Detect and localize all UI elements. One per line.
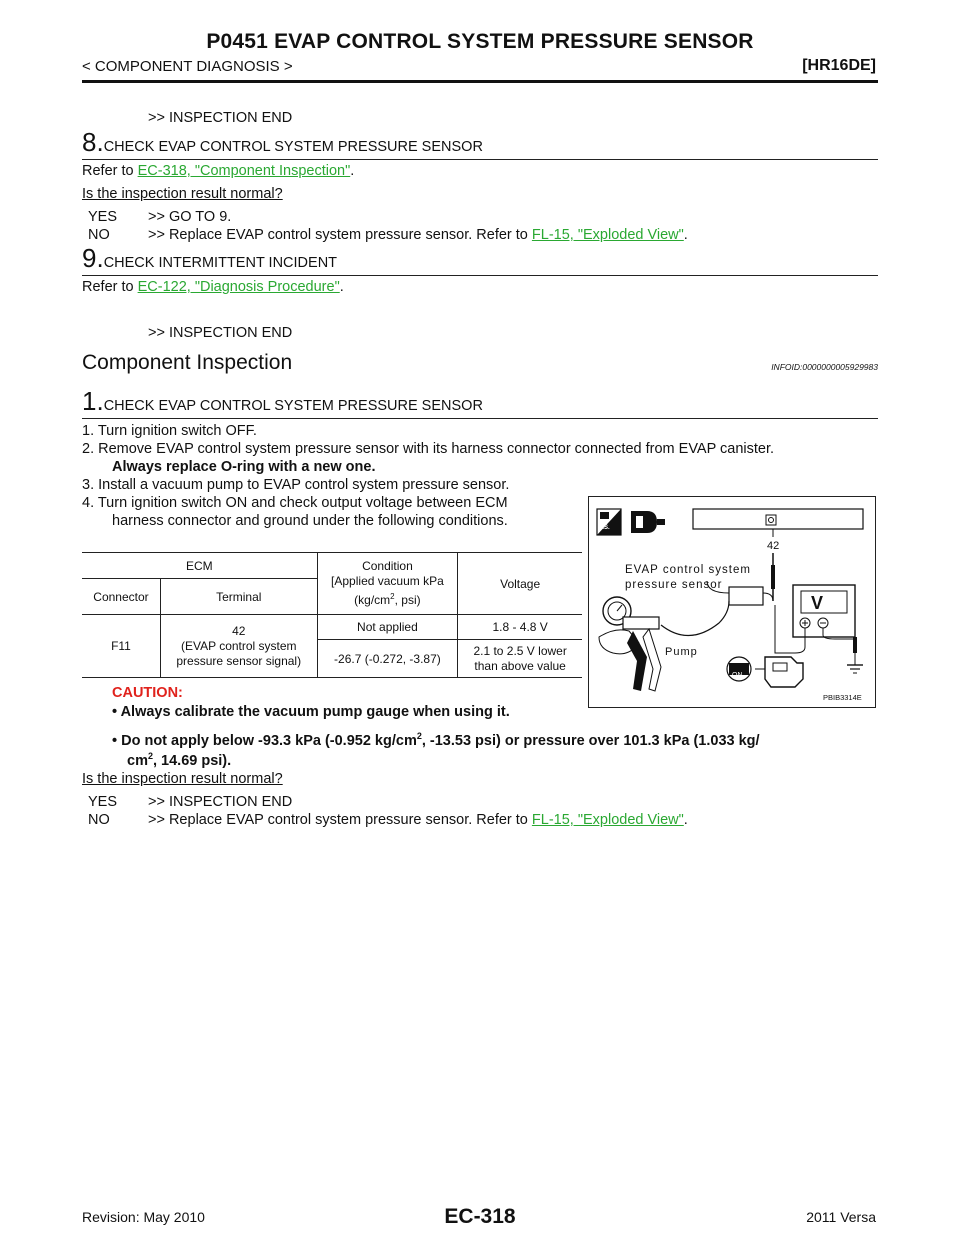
header-condition	[317, 553, 458, 615]
step-1-heading	[82, 386, 483, 417]
result-no-label: NO	[88, 812, 110, 828]
header-voltage: Voltage	[458, 553, 582, 615]
refer-suffix: .	[350, 163, 355, 179]
terminal-label: 42	[767, 540, 780, 552]
terminal-desc-2: pressure sensor signal)	[176, 653, 302, 668]
step-1-rule	[82, 418, 878, 419]
step-8-heading	[82, 127, 483, 158]
voltage-line1: 2.1 to 2.5 V lower	[473, 643, 567, 658]
link-ec-122[interactable]: EC-122, "Diagnosis Procedure"	[137, 279, 340, 295]
header-terminal: Terminal	[160, 579, 317, 615]
step-8-number: 8.	[82, 127, 104, 157]
no-text: >> Replace EVAP control system pressure sensor. Refer to	[148, 227, 532, 243]
step-8-yes-text: >> GO TO 9.	[148, 209, 232, 225]
sensor-label	[625, 563, 751, 593]
hs-label: H.S.	[598, 525, 610, 531]
page-number: EC-318	[444, 1205, 516, 1228]
engine-icon	[755, 657, 803, 687]
step-9-heading	[82, 243, 337, 274]
list-item: 3. Install a vacuum pump to EVAP control system pressure sensor.	[82, 477, 510, 493]
link-fl-15-result[interactable]: FL-15, "Exploded View"	[531, 812, 684, 828]
page-title: P0451 EVAP CONTROL SYSTEM PRESSURE SENSOR	[206, 30, 754, 53]
step-8-no-label: NO	[88, 227, 110, 243]
refer-suffix: .	[339, 279, 344, 295]
step-8-question: Is the inspection result normal?	[82, 186, 283, 202]
list-item-note: Always replace O-ring with a new one.	[112, 459, 376, 475]
list-item: 1. Turn ignition switch OFF.	[82, 423, 257, 439]
switch-label: ON	[732, 672, 743, 679]
header-connector: Connector	[82, 579, 160, 615]
result-question: Is the inspection result normal?	[82, 771, 283, 787]
pump-label: Pump	[665, 646, 698, 658]
list-item: 4. Turn ignition switch ON and check output voltage between ECM	[82, 495, 508, 511]
condition-line1: Condition	[362, 559, 413, 573]
cell-connector: F11	[82, 615, 160, 678]
terminal-desc-1: (EVAP control system	[180, 638, 297, 653]
connector-icon	[631, 511, 665, 533]
inspection-figure	[588, 496, 876, 708]
caution-bullet-2	[112, 728, 878, 750]
bullet-2-part-b: , -13.53 psi) or pressure over 101.3 kPa (1.033 kg/	[421, 732, 760, 749]
cell-condition: -26.7 (-0.272, -3.87)	[317, 640, 458, 678]
bullet-2-part-c: cm	[127, 752, 148, 769]
meter-letter: V	[811, 593, 824, 613]
step-8-yes-label: YES	[88, 209, 118, 225]
result-yes-text: >> INSPECTION END	[148, 794, 293, 810]
list-item: 2. Remove EVAP control system pressure sensor with its harness connector connected from EVAP canister.	[82, 441, 775, 457]
result-no-text	[148, 812, 688, 829]
ecm-connector	[693, 509, 863, 537]
result-yes-label: YES	[88, 794, 118, 810]
step-9-title: CHECK INTERMITTENT INCIDENT	[103, 255, 338, 271]
cell-voltage	[458, 640, 582, 678]
step-8-no-text	[148, 227, 688, 244]
vacuum-pump-icon	[599, 597, 661, 691]
bullet-2-part-d: , 14.69 psi).	[152, 752, 232, 769]
bullet-2-sup-2: 2	[147, 751, 153, 761]
step-8-rule	[82, 159, 878, 160]
condition-unit-end: , psi)	[394, 593, 421, 607]
link-fl-15[interactable]: FL-15, "Exploded View"	[531, 227, 684, 243]
spec-table	[82, 552, 582, 678]
refer-prefix: Refer to	[82, 163, 138, 179]
sensor-label-2: pressure sensor	[625, 579, 723, 591]
step-9-number: 9.	[82, 243, 104, 273]
condition-line3	[321, 589, 455, 608]
cell-terminal	[160, 615, 317, 678]
header-ecm: ECM	[82, 553, 317, 579]
info-id: INFOID:0000000005929983	[771, 362, 878, 372]
caution-label: CAUTION:	[112, 685, 183, 701]
voltage-line2: than above value	[474, 658, 566, 673]
ground-icon	[847, 637, 863, 673]
section-title: Component Inspection	[82, 351, 293, 374]
bullet-2-sup: 2	[416, 731, 422, 741]
footer-model: 2011 Versa	[806, 1209, 876, 1225]
no-suffix: .	[683, 227, 688, 243]
engine-code: [HR16DE]	[802, 57, 876, 74]
header-rule	[82, 80, 878, 83]
no-text: >> Replace EVAP control system pressure sensor. Refer to	[148, 812, 532, 828]
link-ec-318[interactable]: EC-318, "Component Inspection"	[137, 163, 351, 179]
condition-sup: 2	[390, 592, 395, 601]
step-1-number: 1.	[82, 386, 104, 416]
sensor-label-1: EVAP control system	[625, 564, 751, 576]
step-8-title: CHECK EVAP CONTROL SYSTEM PRESSURE SENSOR	[103, 139, 483, 155]
hs-icon	[597, 509, 621, 535]
step-9-rule	[82, 275, 878, 276]
terminal-number: 42	[232, 623, 246, 638]
no-suffix: .	[683, 812, 688, 828]
caution-bullet-1: • Always calibrate the vacuum pump gauge when using it.	[112, 704, 510, 720]
inspection-end-top: >> INSPECTION END	[148, 110, 293, 126]
figure-code: PBIB3314E	[823, 693, 862, 702]
footer-revision: Revision: May 2010	[82, 1209, 205, 1225]
step-9-end: >> INSPECTION END	[148, 325, 293, 341]
refer-prefix: Refer to	[82, 279, 138, 295]
condition-unit: (kg/cm	[354, 593, 391, 607]
cell-condition: Not applied	[317, 615, 458, 640]
step-8-refer	[82, 163, 354, 180]
cell-voltage: 1.8 - 4.8 V	[458, 615, 582, 640]
bullet-2-part-a: • Do not apply below -93.3 kPa (-0.952 kg/cm	[112, 732, 417, 749]
caution-bullet-2-cont	[127, 748, 231, 770]
step-9-refer	[82, 279, 344, 296]
step-1-title: CHECK EVAP CONTROL SYSTEM PRESSURE SENSOR	[103, 398, 483, 414]
breadcrumb: < COMPONENT DIAGNOSIS >	[82, 58, 293, 75]
condition-line2: [Applied vacuum kPa	[331, 574, 444, 588]
list-item: harness connector and ground under the following conditions.	[112, 513, 508, 529]
